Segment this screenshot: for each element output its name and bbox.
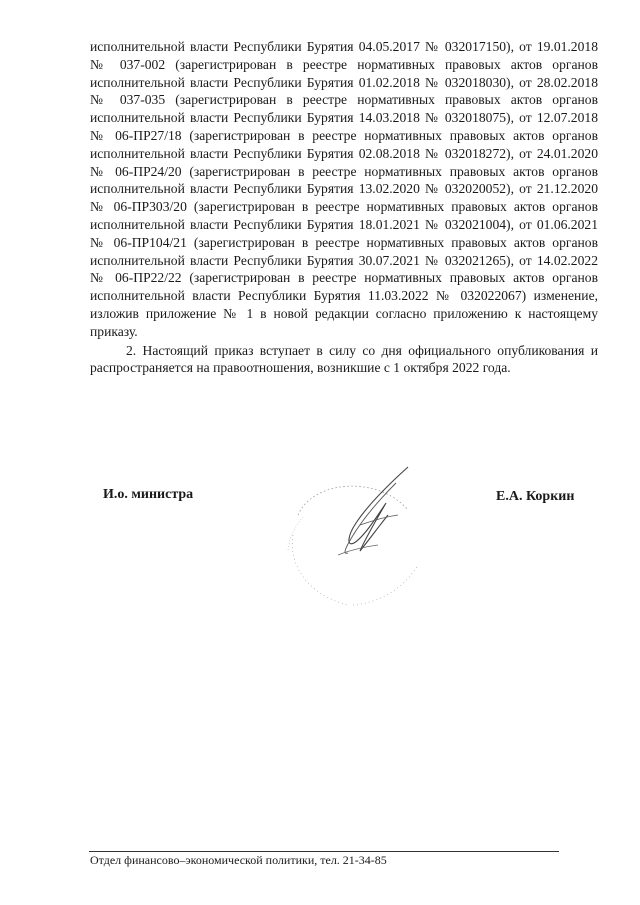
paragraph-amendments: исполнительной власти Республики Бурятия 04.05.2017 № 032017150), от 19.01.2018 № 037-002 (зарегистрирован в реестре нормативных правовых актов органов исполнительной власти Республики Бурятия 01.02.2018 № 032018030), от 28.02.2018 № 037-035 (зарегистрирован в реестре нормативных правовых актов органов исполнительной власти Республики Бурятия 14.03.2018 № 032018075), от 12.07.2018 № 06-ПР27/18 (зарегистрирован в реестре нормативных правовых актов органов исполнительной власти Республики Бурятия 02.08.2018 № 032018272), от 24.01.2020 № 06-ПР24/20 (зарегистрирован в реестре нормативных правовых актов органов исполнительной власти Республики Бурятия 13.02.2020 № 032020052), от 21.12.2020 № 06-ПР303/20 (зарегистрирован в реестре нормативных правовых актов органов исполнительной власти Республики Бурятия 18.01.2021 № 032021004), от 01.06.2021 № 06-ПР104/21 (зарегистрирован в реестре нормативных правовых актов органов исполнительной власти Республики Бурятия 30.07.2021 № 032021265), от 14.02.2022 № 06-ПР22/22 (зарегистрирован в реестре нормативных правовых актов органов исполнительной власти Республики Бурятия 11.03.2022 № 032022067) изменение, изложив приложение № 1 в новой редакции согласно приложению к настоящему приказу. xyxy=(90,39,598,339)
signer-name: Е.А. Коркин xyxy=(496,489,575,504)
document-body xyxy=(90,38,598,377)
signer-position: И.о. министра xyxy=(103,487,194,502)
footer-contact: Отдел финансово–экономической политики, тел. 21-34-85 xyxy=(90,853,387,867)
paragraph-effective-date: 2. Настоящий приказ вступает в силу со дня официального опубликования и распространяется на правоотношения, возникшие с 1 октября 2022 года. xyxy=(90,342,598,376)
footer-divider xyxy=(89,851,559,852)
handwritten-signature-icon xyxy=(268,455,428,625)
